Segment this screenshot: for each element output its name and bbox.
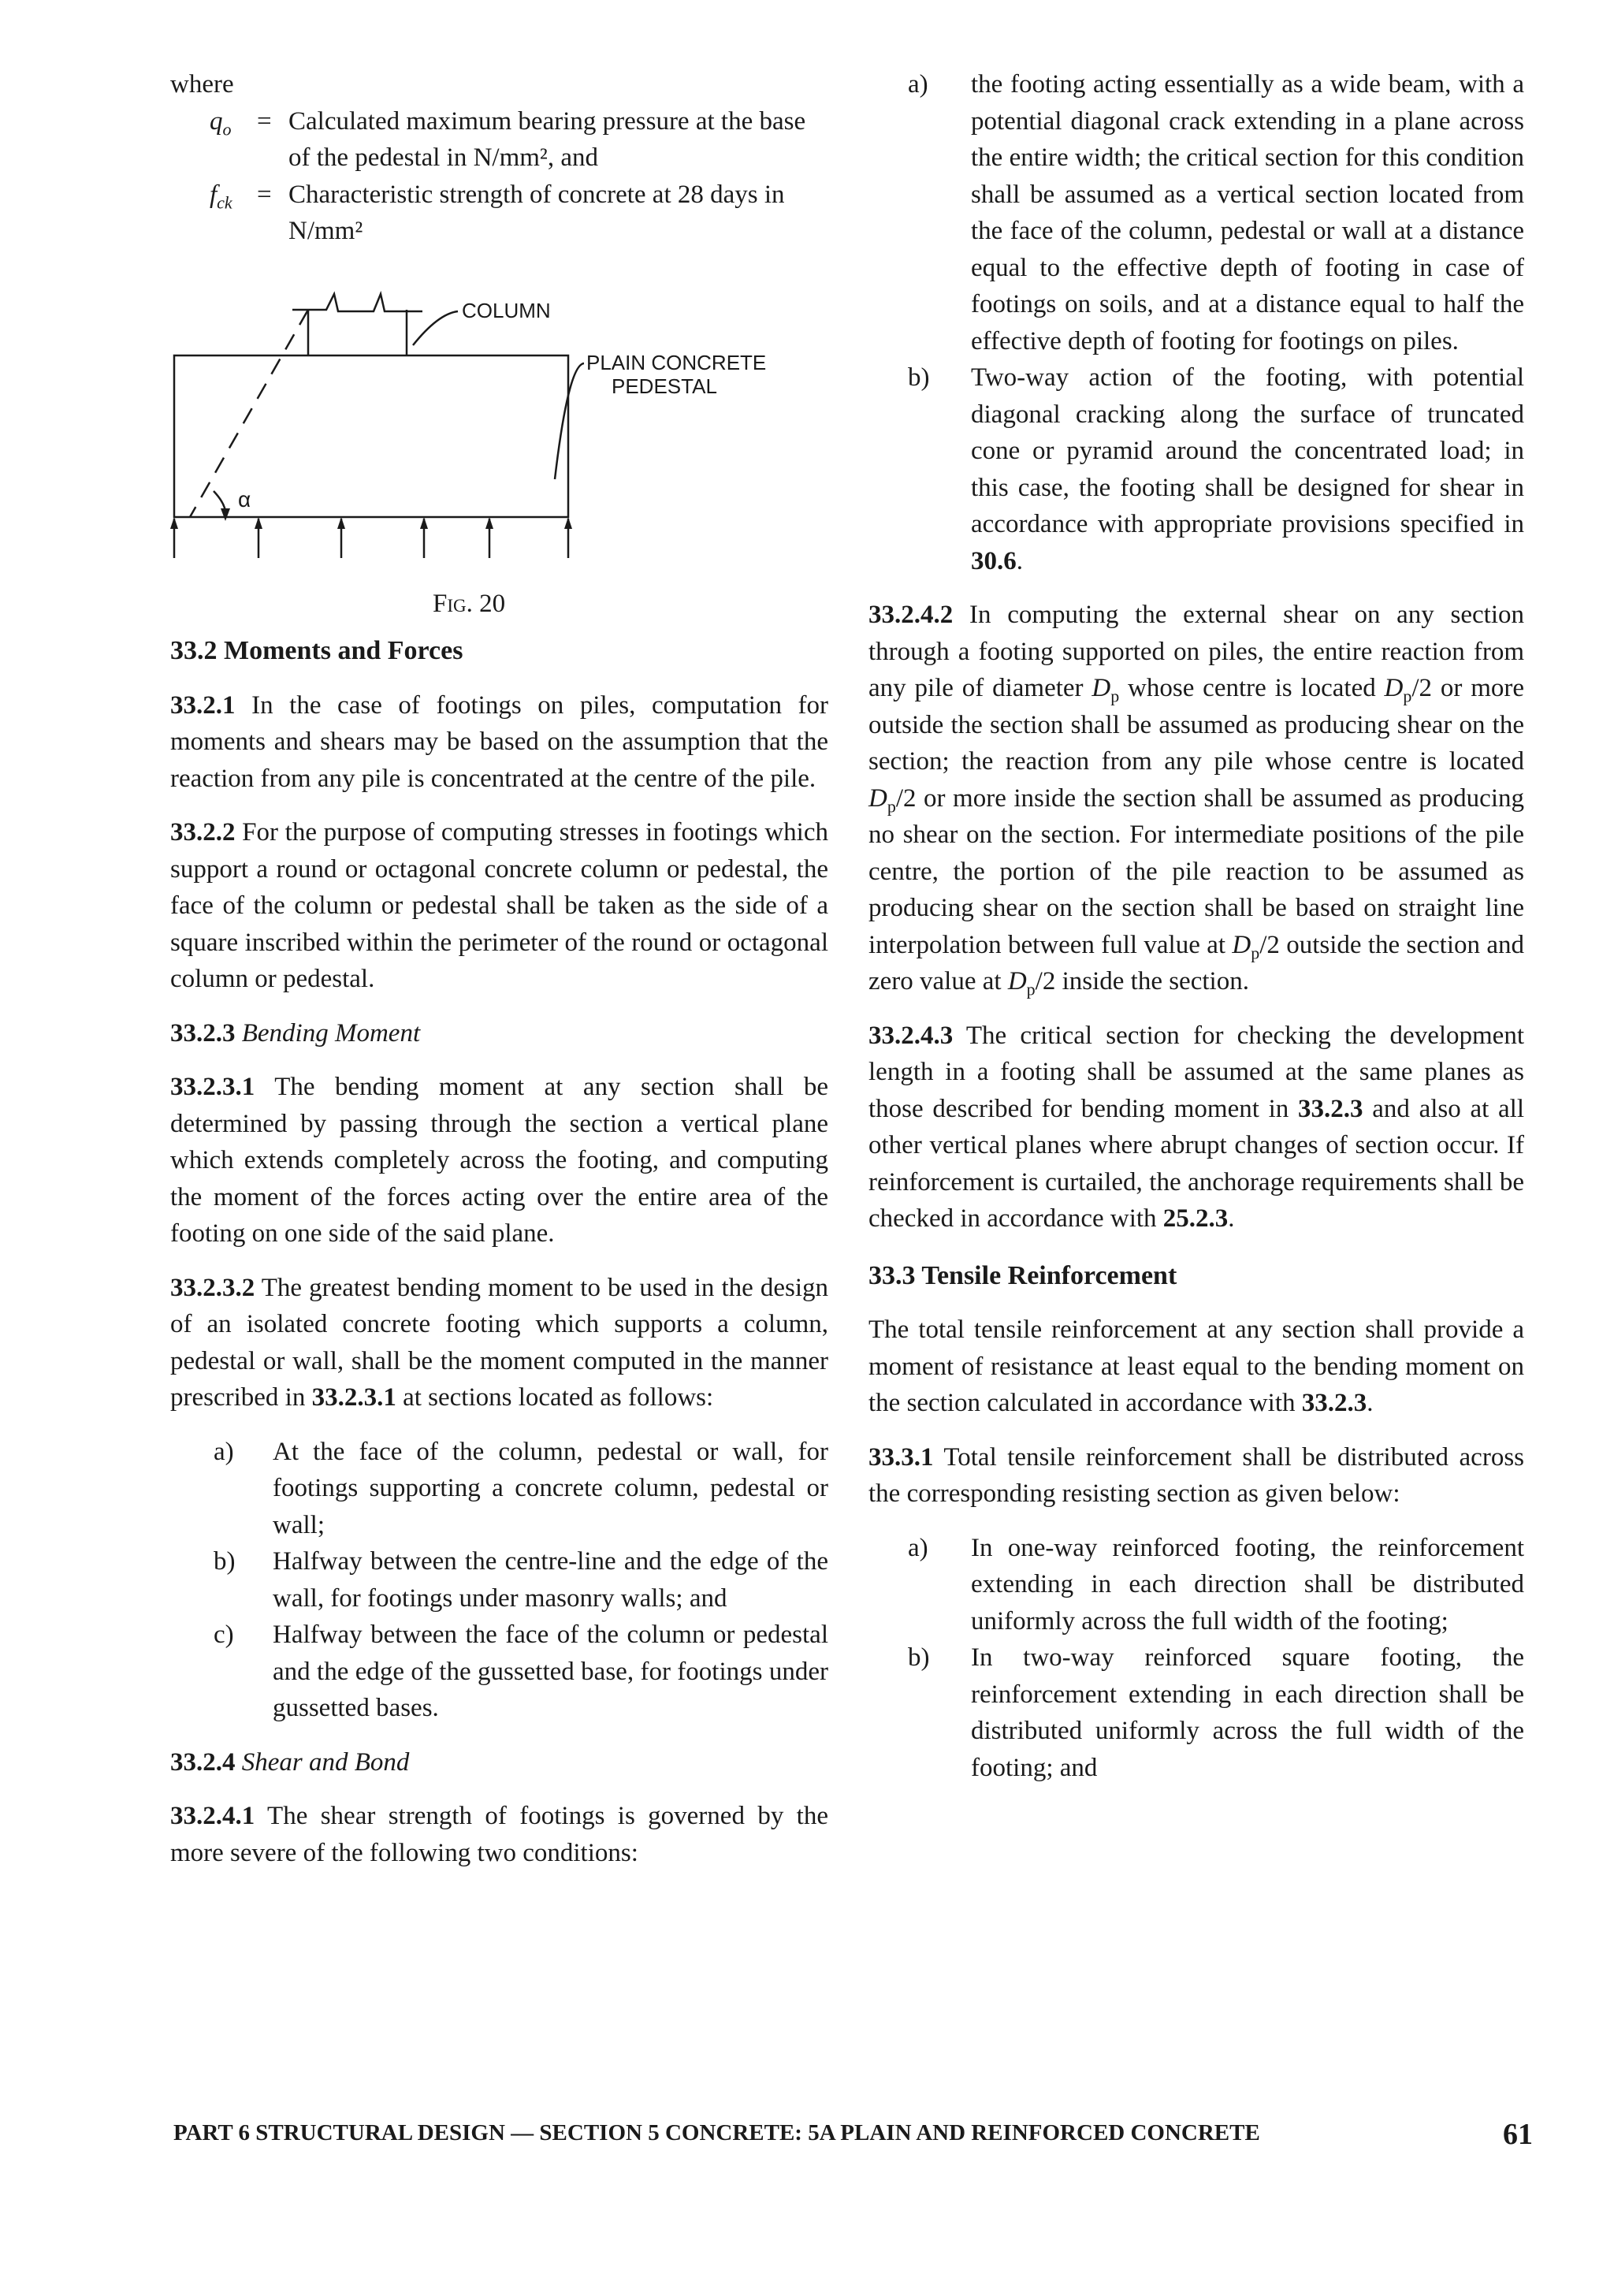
clause-number: 33.3.1 bbox=[868, 1442, 934, 1472]
arrowhead bbox=[170, 517, 178, 529]
left-column bbox=[170, 66, 828, 1871]
clause-text: The bending moment at any section shall be determined by passing through the section a vertical plane which extends completely across the footing, and computing the moment of the forces acting over the entire area of the footing on one side of the said plane. bbox=[170, 1073, 829, 1248]
symbol-D: D bbox=[1232, 930, 1251, 959]
arrowhead bbox=[337, 517, 345, 529]
footer-text: PART 6 STRUCTURAL DESIGN — SECTION 5 CONCRETE: 5A PLAIN AND REINFORCED CONCRETE bbox=[173, 2120, 1260, 2145]
section-33-2-1 bbox=[170, 687, 828, 798]
clause-text: The total tensile reinforcement at any section shall provide a moment of resistance at least equal to the bending moment on the section calculated in accordance with bbox=[868, 1315, 1524, 1417]
clause-number: 33.2.3.2 bbox=[170, 1273, 255, 1302]
list-text: At the face of the column, pedestal or wall, for footings supporting a concrete column, pedestal or wall; bbox=[273, 1437, 828, 1539]
list-label: b) bbox=[908, 1643, 930, 1672]
list-text: Two-way action of the footing, with potential diagonal cracking along the surface of truncated cone or pyramid around the concentrated load; in this case, the footing shall be designed for shear in accordance with appropriate provisions specified in bbox=[971, 363, 1524, 538]
section-33-3-text: The total tensile reinforcement at any section shall provide a moment of resistance at least equal to the bending moment on the section calculated in accordance with 33.2.3. bbox=[868, 1315, 1524, 1417]
symbol-f-sub: ck bbox=[217, 192, 232, 213]
symbol-p: p bbox=[1403, 686, 1412, 706]
list-text: the footing acting essentially as a wide beam, with a potential diagonal crack extending in a plane across the entire width; the critical section for this condition shall be assumed as a vertical section located from the face of the column, pedestal or wall at a distance equal to the effective depth of footing in case of footings on soils, and at a distance equal to half the effective depth of footing for footings on piles. bbox=[971, 70, 1524, 355]
column-leader bbox=[413, 311, 458, 345]
location-list bbox=[170, 1434, 828, 1727]
list-item bbox=[170, 1543, 828, 1617]
list-text: Halfway between the centre-line and the edge of the wall, for footings under masonry walls; and bbox=[273, 1547, 828, 1613]
clause-text: and also at all other vertical planes where abrupt changes of section occur. If reinforcement is curtailed, the anchorage requirements shall be checked in accordance with bbox=[868, 1094, 1525, 1233]
list-label: a) bbox=[908, 70, 928, 99]
clause-text: whose centre is located bbox=[1128, 674, 1376, 702]
pedestal-diagram bbox=[170, 255, 828, 586]
list-item bbox=[868, 1530, 1524, 1640]
clause-text: /2 or more outside the section shall be assumed as producing shear on the section; the reaction from any pile whose centre is located bbox=[868, 674, 1525, 776]
symbol-f: f bbox=[210, 180, 218, 209]
list-label: c) bbox=[214, 1621, 234, 1649]
pedestal-leader bbox=[555, 363, 584, 479]
section-33-2-4 bbox=[170, 1744, 828, 1781]
clause-text: The shear strength of footings is governed by the more severe of the following two conditions: bbox=[170, 1802, 829, 1867]
clause-text: In the case of footings on piles, computation for moments and shears may be based on the assumption that the reaction from any pile is concentrated at the centre of the pile. bbox=[170, 690, 829, 793]
figure-caption-prefix: Fig. bbox=[433, 589, 473, 618]
definition-qo bbox=[170, 103, 828, 177]
dispersion-line bbox=[190, 310, 308, 517]
list-label: a) bbox=[908, 1533, 928, 1562]
symbol-q: q bbox=[210, 106, 223, 136]
arrowhead bbox=[564, 517, 572, 529]
cross-reference: 30.6 bbox=[971, 546, 1017, 575]
section-33-2-3-2 bbox=[170, 1270, 828, 1416]
clause-text: at sections located as follows: bbox=[403, 1383, 714, 1412]
column-label: COLUMN bbox=[462, 298, 551, 322]
clause-title: Bending Moment bbox=[241, 1018, 421, 1048]
clause-number: 33.2.2 bbox=[170, 818, 236, 847]
symbol-D: D bbox=[1091, 674, 1111, 702]
arrowhead bbox=[485, 517, 493, 529]
figure-20 bbox=[170, 255, 828, 586]
equals-sign: = bbox=[257, 180, 272, 209]
list-item bbox=[170, 1617, 828, 1727]
clause-number: 33.2.4 bbox=[170, 1747, 236, 1777]
list-label: b) bbox=[214, 1547, 236, 1576]
clause-text: /2 inside the section. bbox=[1035, 967, 1249, 995]
list-item bbox=[868, 1639, 1524, 1786]
where-label: where bbox=[170, 70, 234, 99]
section-33-2-3-1 bbox=[170, 1069, 828, 1252]
page-footer bbox=[173, 2118, 1533, 2151]
list-label: a) bbox=[214, 1437, 234, 1466]
symbol-D: D bbox=[1384, 674, 1404, 702]
clause-text: For the purpose of computing stresses in footings which support a round or octagonal concrete column or pedestal, the face of the column or pedestal shall be taken as the side of a square inscribed within the perimeter of the round or octagonal column or pedestal. bbox=[170, 818, 828, 993]
distribution-list bbox=[868, 1530, 1524, 1787]
symbol-p: p bbox=[1110, 686, 1120, 706]
list-item bbox=[170, 1434, 828, 1544]
section-33-2-3 bbox=[170, 1015, 828, 1052]
clause-text: The critical section for checking the development length in a footing shall be assumed at the same planes as those described for bending moment in bbox=[868, 1021, 1525, 1123]
list-text: In two-way reinforced square footing, the reinforcement extending in each direction shall be distributed uniformly across the full width of the footing; and bbox=[971, 1643, 1524, 1782]
alpha-label: α bbox=[238, 486, 251, 512]
cross-reference: 33.2.3.1 bbox=[311, 1383, 396, 1412]
list-text: Halfway between the face of the column or pedestal and the edge of the gussetted base, for footings under gussetted bases. bbox=[273, 1621, 828, 1722]
list-label: b) bbox=[908, 363, 930, 392]
symbol-p: p bbox=[1251, 943, 1260, 963]
clause-number: 33.2.4.3 bbox=[868, 1021, 954, 1050]
definition-fck bbox=[170, 177, 828, 250]
section-33-3-1 bbox=[868, 1439, 1524, 1513]
section-33-2-4-2 bbox=[868, 597, 1524, 1000]
section-33-2-2 bbox=[170, 814, 828, 998]
section-33-2-4-1 bbox=[170, 1798, 828, 1871]
pedestal-label-line2: PEDESTAL bbox=[612, 374, 717, 398]
clause-text: Total tensile reinforcement shall be distributed across the corresponding resisting section as given below: bbox=[868, 1442, 1524, 1508]
section-33-3-heading: 33.3 Tensile Reinforcement bbox=[868, 1260, 1177, 1290]
definition-text: Characteristic strength of concrete at 28 days in N/mm² bbox=[288, 180, 785, 245]
symbol-q-sub: o bbox=[222, 119, 232, 140]
cross-reference: 33.2.3 bbox=[1301, 1389, 1367, 1417]
arrowhead bbox=[255, 517, 262, 529]
figure-caption bbox=[170, 586, 828, 623]
cross-reference: 25.2.3 bbox=[1162, 1204, 1229, 1233]
pedestal-outline bbox=[174, 355, 568, 517]
clause-number: 33.2.4.2 bbox=[868, 601, 954, 629]
symbol-D: D bbox=[868, 783, 887, 813]
clause-text: The greatest bending moment to be used in the design of an isolated concrete footing which supports a column, pedestal or wall, shall be the moment computed in the manner prescribed in bbox=[170, 1273, 829, 1412]
cross-reference: 33.2.3 bbox=[1298, 1094, 1363, 1123]
clause-number: 33.2.3 bbox=[170, 1018, 236, 1048]
clause-text: In computing the external shear on any section through a footing supported on piles, the entire reaction from any pile of diameter bbox=[868, 601, 1524, 702]
symbol-p: p bbox=[887, 796, 896, 817]
list-item bbox=[868, 66, 1524, 359]
section-33-2-4-3: 33.2.4.3 The critical section for checking the development length in a footing shall be assumed at the same planes as those described for bending moment in 33.2.3 and also at all other vertical planes where abrupt changes of section occur. If reinforcement is curtailed, the anchorage requirements shall be checked in accordance with 25.2.3. bbox=[868, 1021, 1525, 1233]
page-number: 61 bbox=[1503, 2118, 1533, 2151]
equals-sign: = bbox=[257, 106, 272, 136]
column-outline bbox=[292, 294, 422, 355]
clause-number: 33.2.1 bbox=[170, 690, 236, 720]
clause-text: /2 or more inside the section shall be assumed as producing no shear on the section. For intermediate positions of the pile centre, the portion of the pile reaction to be assumed as producing shear on the section shall be based on straight line interpolation between full value at bbox=[868, 783, 1524, 959]
symbol-p: p bbox=[1026, 979, 1036, 999]
clause-number: 33.2.3.1 bbox=[170, 1073, 255, 1101]
figure-caption-number: 20 bbox=[479, 589, 506, 618]
clause-title: Shear and Bond bbox=[241, 1747, 410, 1777]
definition-text: Calculated maximum bearing pressure at the base of the pedestal in N/mm², and bbox=[288, 106, 806, 172]
symbol-D: D bbox=[1007, 967, 1027, 995]
section-33-2-heading: 33.2 Moments and Forces bbox=[170, 636, 463, 665]
clause-number: 33.2.4.1 bbox=[170, 1802, 255, 1830]
list-text: In one-way reinforced footing, the reinforcement extending in each direction shall be distributed uniformly across the full width of the footing; bbox=[971, 1533, 1524, 1635]
clause-text: /2 outside the section and zero value at bbox=[868, 930, 1525, 995]
alpha-arrowhead bbox=[221, 508, 230, 521]
pedestal-label-line1: PLAIN CONCRETE bbox=[586, 350, 767, 374]
list-item: b) Two-way action of the footing, with potential diagonal cracking along the surface of truncated cone or pyramid around the concentrated load; in this case, the footing shall be designed for shear in accordance with appropriate provisions specified in 30.6. bbox=[868, 359, 1524, 579]
arrowhead bbox=[420, 517, 428, 529]
right-column bbox=[868, 66, 1524, 1786]
